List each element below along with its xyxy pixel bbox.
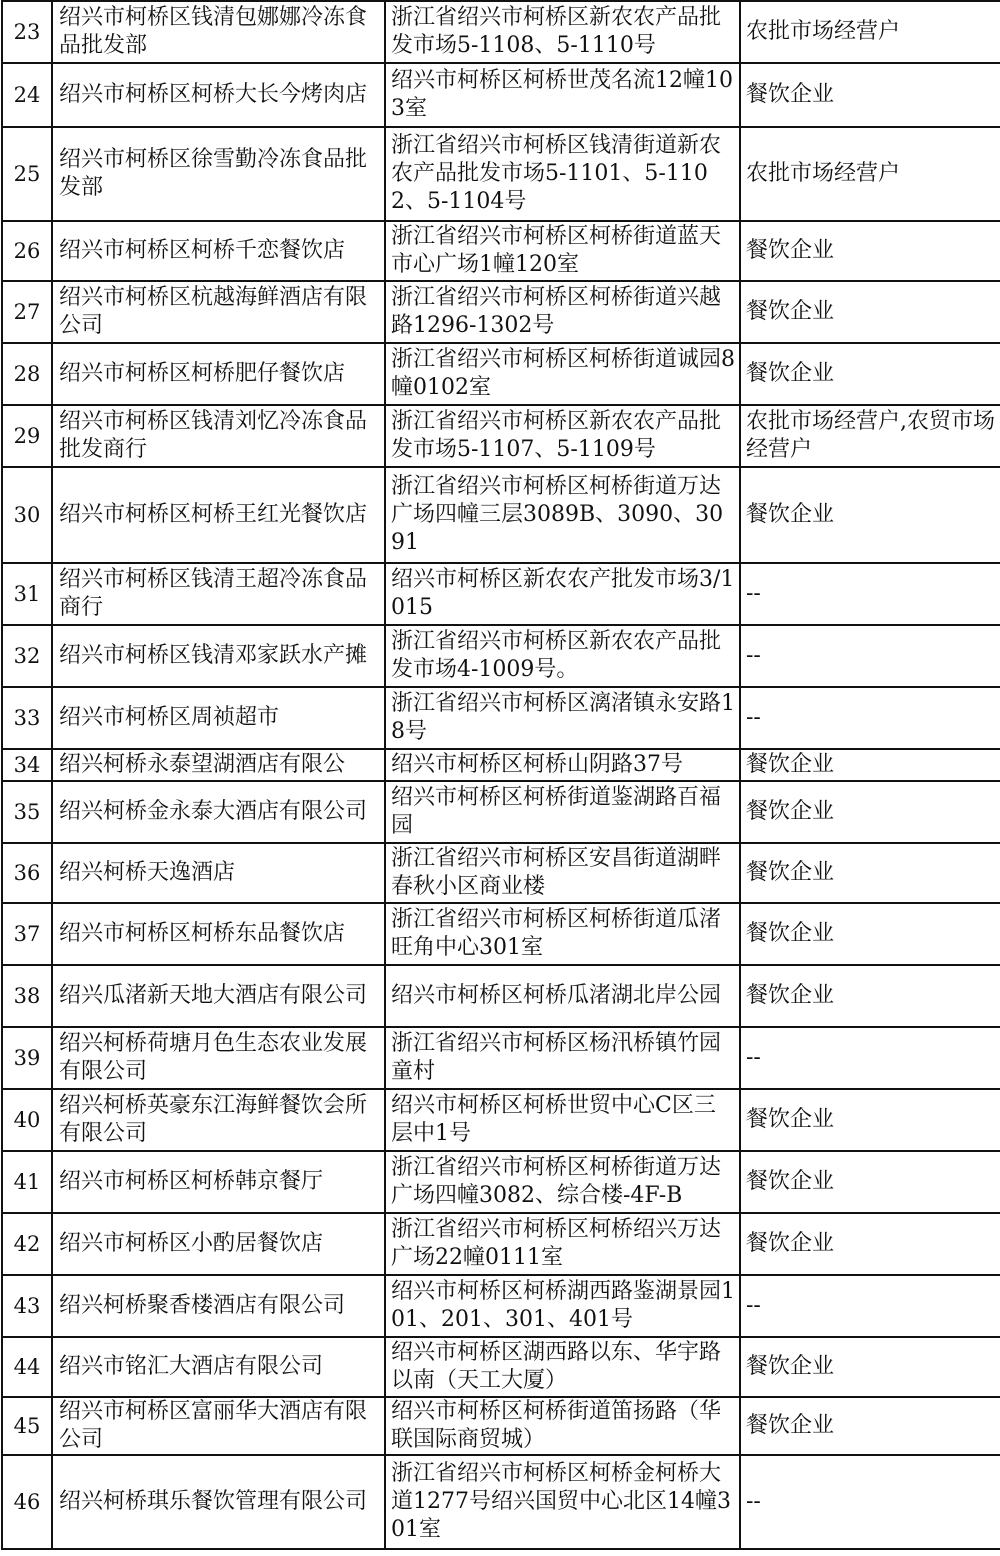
table-row: [2, 1, 1000, 63]
business-type: --: [740, 563, 1000, 625]
row-number: 34: [2, 749, 52, 781]
business-name: 绍兴市柯桥区柯桥东品餐饮店: [52, 903, 385, 965]
business-name: 绍兴市柯桥区杭越海鲜酒店有限公司: [52, 281, 385, 343]
business-address: 浙江省绍兴市柯桥区新农农产品批发市场5-1107、5-1109号: [385, 405, 740, 467]
business-name: 绍兴市柯桥区钱清刘忆冷冻食品批发商行: [52, 405, 385, 467]
business-type: 餐饮企业: [740, 281, 1000, 343]
business-name: 绍兴柯桥聚香楼酒店有限公司: [52, 1275, 385, 1337]
business-name: 绍兴瓜渚新天地大酒店有限公司: [52, 965, 385, 1027]
row-number: 36: [2, 843, 52, 903]
table-row: [2, 1397, 1000, 1455]
row-number: 44: [2, 1337, 52, 1397]
row-number: 25: [2, 127, 52, 221]
table-body: [2, 1, 1000, 1549]
business-address: 浙江省绍兴市柯桥区钱清街道新农农产品批发市场5-1101、5-1102、5-1104号: [385, 127, 740, 221]
business-name: 绍兴市柯桥区柯桥千恋餐饮店: [52, 221, 385, 281]
business-type: 餐饮企业: [740, 1337, 1000, 1397]
business-name: 绍兴市柯桥区徐雪勤冷冻食品批发部: [52, 127, 385, 221]
business-type: --: [740, 1027, 1000, 1089]
business-address: 浙江省绍兴市柯桥区柯桥金柯桥大道1277号绍兴国贸中心北区14幢301室: [385, 1455, 740, 1549]
row-number: 28: [2, 343, 52, 405]
business-type: 餐饮企业: [740, 1151, 1000, 1213]
business-name: 绍兴市柯桥区柯桥肥仔餐饮店: [52, 343, 385, 405]
business-type: 餐饮企业: [740, 781, 1000, 843]
business-address: 绍兴市柯桥区柯桥街道笛扬路（华联国际商贸城）: [385, 1397, 740, 1455]
business-type: 餐饮企业: [740, 63, 1000, 127]
business-name: 绍兴市柯桥区钱清包娜娜冷冻食品批发部: [52, 1, 385, 63]
row-number: 31: [2, 563, 52, 625]
business-type: 餐饮企业: [740, 467, 1000, 563]
business-name: 绍兴市柯桥区周祯超市: [52, 687, 385, 749]
row-number: 39: [2, 1027, 52, 1089]
row-number: 24: [2, 63, 52, 127]
business-address: 绍兴市柯桥区湖西路以东、华宇路以南（天工大厦）: [385, 1337, 740, 1397]
table-row: [2, 1455, 1000, 1549]
row-number: 29: [2, 405, 52, 467]
business-address: 绍兴市柯桥区新农农产批发市场3/1015: [385, 563, 740, 625]
business-address: 浙江省绍兴市柯桥区柯桥街道蓝天市心广场1幢120室: [385, 221, 740, 281]
business-type: 餐饮企业: [740, 1397, 1000, 1455]
business-name: 绍兴市柯桥区柯桥王红光餐饮店: [52, 467, 385, 563]
business-address: 绍兴市柯桥区柯桥世贸中心C区三层中1号: [385, 1089, 740, 1151]
business-type: 餐饮企业: [740, 903, 1000, 965]
business-address: 浙江省绍兴市柯桥区柯桥街道万达广场四幢三层3089B、3090、3091: [385, 467, 740, 563]
row-number: 43: [2, 1275, 52, 1337]
business-type: 农批市场经营户,农贸市场经营户: [740, 405, 1000, 467]
row-number: 32: [2, 625, 52, 687]
row-number: 27: [2, 281, 52, 343]
business-type: 餐饮企业: [740, 343, 1000, 405]
business-list-table: [1, 0, 1000, 1550]
business-name: 绍兴柯桥天逸酒店: [52, 843, 385, 903]
table-row: [2, 1213, 1000, 1275]
table-row: [2, 343, 1000, 405]
table-row: [2, 687, 1000, 749]
business-address: 绍兴市柯桥区柯桥街道鉴湖路百福园: [385, 781, 740, 843]
business-address: 绍兴市柯桥区柯桥湖西路鉴湖景园101、201、301、401号: [385, 1275, 740, 1337]
business-address: 绍兴市柯桥区柯桥瓜渚湖北岸公园: [385, 965, 740, 1027]
table-row: [2, 1337, 1000, 1397]
business-address: 浙江省绍兴市柯桥区漓渚镇永安路18号: [385, 687, 740, 749]
row-number: 38: [2, 965, 52, 1027]
table-row: [2, 749, 1000, 781]
table-row: [2, 1151, 1000, 1213]
row-number: 45: [2, 1397, 52, 1455]
business-type: 餐饮企业: [740, 221, 1000, 281]
table-row: [2, 467, 1000, 563]
business-name: 绍兴市柯桥区小酌居餐饮店: [52, 1213, 385, 1275]
business-type: 餐饮企业: [740, 749, 1000, 781]
business-name: 绍兴柯桥荷塘月色生态农业发展有限公司: [52, 1027, 385, 1089]
business-address: 浙江省绍兴市柯桥区安昌街道湖畔春秋小区商业楼: [385, 843, 740, 903]
row-number: 41: [2, 1151, 52, 1213]
row-number: 30: [2, 467, 52, 563]
table-row: [2, 1275, 1000, 1337]
business-address: 绍兴市柯桥区柯桥世茂名流12幢103室: [385, 63, 740, 127]
business-name: 绍兴市柯桥区钱清王超冷冻食品商行: [52, 563, 385, 625]
business-address: 浙江省绍兴市柯桥区柯桥街道兴越路1296-1302号: [385, 281, 740, 343]
row-number: 35: [2, 781, 52, 843]
table-row: [2, 1027, 1000, 1089]
business-name: 绍兴市柯桥区柯桥大长今烤肉店: [52, 63, 385, 127]
business-type: --: [740, 1455, 1000, 1549]
business-name: 绍兴市柯桥区钱清邓家跃水产摊: [52, 625, 385, 687]
business-name: 绍兴市柯桥区富丽华大酒店有限公司: [52, 1397, 385, 1455]
table-row: [2, 1089, 1000, 1151]
business-address: 浙江省绍兴市柯桥区杨汛桥镇竹园童村: [385, 1027, 740, 1089]
business-type: --: [740, 625, 1000, 687]
business-name: 绍兴柯桥永泰望湖酒店有限公: [52, 749, 385, 781]
business-name: 绍兴柯桥金永泰大酒店有限公司: [52, 781, 385, 843]
business-type: 餐饮企业: [740, 1213, 1000, 1275]
business-address: 绍兴市柯桥区柯桥山阴路37号: [385, 749, 740, 781]
business-address: 浙江省绍兴市柯桥区新农农产品批发市场4-1009号。: [385, 625, 740, 687]
business-address: 浙江省绍兴市柯桥区柯桥街道万达广场四幢3082、综合楼-4F-B: [385, 1151, 740, 1213]
business-name: 绍兴市柯桥区柯桥韩京餐厅: [52, 1151, 385, 1213]
row-number: 46: [2, 1455, 52, 1549]
table-row: [2, 127, 1000, 221]
row-number: 37: [2, 903, 52, 965]
business-type: 餐饮企业: [740, 965, 1000, 1027]
table-row: [2, 281, 1000, 343]
business-type: 餐饮企业: [740, 1089, 1000, 1151]
row-number: 42: [2, 1213, 52, 1275]
business-name: 绍兴柯桥琪乐餐饮管理有限公司: [52, 1455, 385, 1549]
table-row: [2, 781, 1000, 843]
business-address: 浙江省绍兴市柯桥区新农农产品批发市场5-1108、5-1110号: [385, 1, 740, 63]
business-type: --: [740, 1275, 1000, 1337]
table-row: [2, 563, 1000, 625]
business-address: 浙江省绍兴市柯桥区柯桥街道瓜渚旺角中心301室: [385, 903, 740, 965]
row-number: 26: [2, 221, 52, 281]
business-address: 浙江省绍兴市柯桥区柯桥绍兴万达广场22幢0111室: [385, 1213, 740, 1275]
table-row: [2, 625, 1000, 687]
table-row: [2, 221, 1000, 281]
business-type: --: [740, 687, 1000, 749]
business-address: 浙江省绍兴市柯桥区柯桥街道诚园8幢0102室: [385, 343, 740, 405]
row-number: 33: [2, 687, 52, 749]
table-row: [2, 903, 1000, 965]
business-name: 绍兴柯桥英豪东江海鲜餐饮会所有限公司: [52, 1089, 385, 1151]
business-name: 绍兴市铭汇大酒店有限公司: [52, 1337, 385, 1397]
table-row: [2, 965, 1000, 1027]
row-number: 40: [2, 1089, 52, 1151]
table-row: [2, 843, 1000, 903]
table-row: [2, 63, 1000, 127]
table-row: [2, 405, 1000, 467]
business-type: 农批市场经营户: [740, 1, 1000, 63]
row-number: 23: [2, 1, 52, 63]
business-type: 餐饮企业: [740, 843, 1000, 903]
business-type: 农批市场经营户: [740, 127, 1000, 221]
